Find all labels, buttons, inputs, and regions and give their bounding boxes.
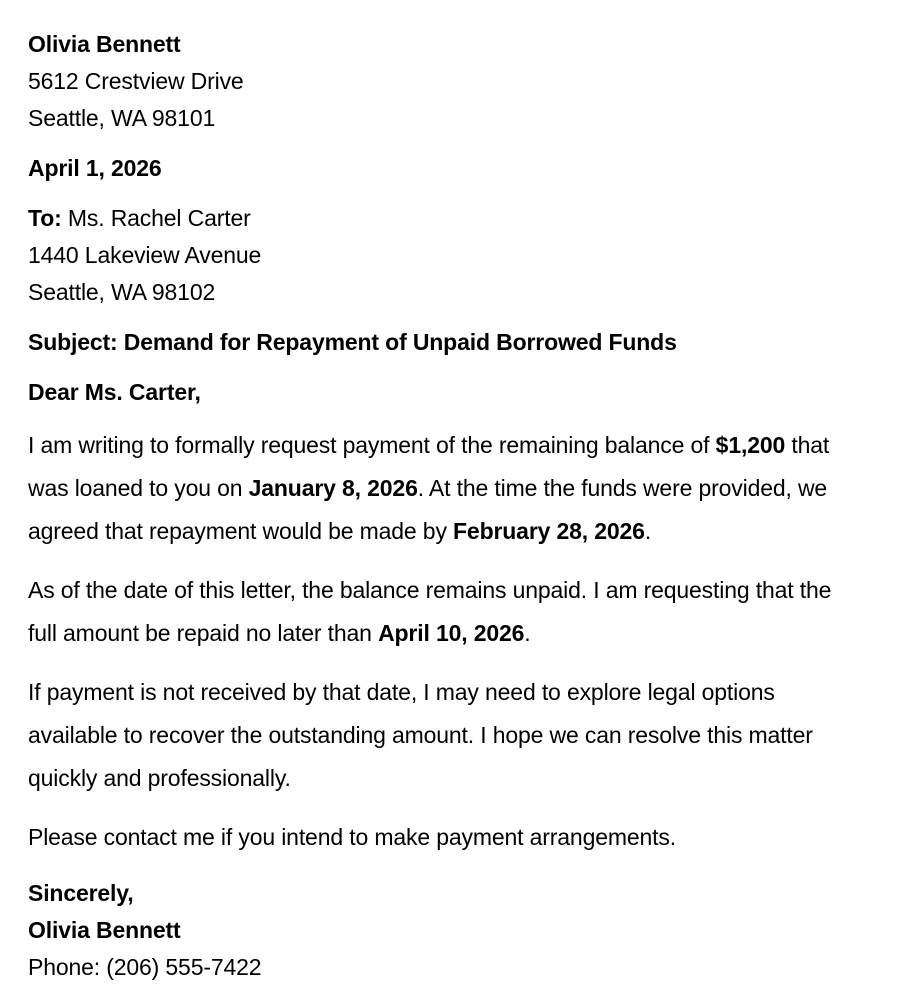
recipient-line bbox=[28, 200, 872, 237]
p1-segment-3: . At the time the funds were provided, we agreed that repayment would be made by bbox=[28, 475, 828, 544]
letter-date: April 1, 2026 bbox=[28, 155, 162, 181]
signature-block bbox=[28, 875, 872, 986]
recipient-address-block bbox=[28, 200, 872, 311]
letter-date-block bbox=[28, 150, 872, 187]
paragraph-3-text: If payment is not received by that date, I may need to explore legal options available to recover the outstanding amount. I hope we can resolve this matter quickly and professionally. bbox=[28, 679, 813, 791]
p2-segment-1: As of the date of this letter, the balance remains unpaid. I am requesting that the full amount be repaid no later than bbox=[28, 577, 832, 646]
subject-line: Subject: Demand for Repayment of Unpaid Borrowed Funds bbox=[28, 329, 677, 355]
body-paragraph-2 bbox=[28, 569, 872, 655]
paragraph-4-text: Please contact me if you intend to make payment arrangements. bbox=[28, 824, 676, 850]
repayment-deadline: April 10, 2026 bbox=[378, 620, 525, 646]
paragraph-2-text bbox=[28, 569, 858, 655]
original-due-date: February 28, 2026 bbox=[453, 518, 645, 544]
signer-phone: Phone: (206) 555-7422 bbox=[28, 954, 262, 980]
recipient-city-state-zip: Seattle, WA 98102 bbox=[28, 279, 216, 305]
salutation-block bbox=[28, 374, 872, 411]
signer-name: Olivia Bennett bbox=[28, 917, 181, 943]
sender-street: 5612 Crestview Drive bbox=[28, 68, 244, 94]
body-paragraph-3 bbox=[28, 671, 872, 800]
p1-segment-4: . bbox=[644, 518, 652, 544]
subject-block bbox=[28, 324, 872, 361]
body-paragraph-1 bbox=[28, 424, 872, 553]
recipient-street: 1440 Lakeview Avenue bbox=[28, 242, 262, 268]
body-paragraph-4 bbox=[28, 816, 872, 859]
sender-address-block bbox=[28, 26, 872, 137]
sender-city-state-zip: Seattle, WA 98101 bbox=[28, 105, 216, 131]
to-label: To: bbox=[28, 205, 62, 231]
paragraph-1-text bbox=[28, 424, 858, 553]
sender-name: Olivia Bennett bbox=[28, 31, 181, 57]
salutation: Dear Ms. Carter, bbox=[28, 379, 201, 405]
p2-segment-2: . bbox=[524, 620, 531, 646]
valediction: Sincerely, bbox=[28, 880, 134, 906]
recipient-name: Ms. Rachel Carter bbox=[67, 205, 251, 231]
p1-segment-1: I am writing to formally request payment of the remaining balance of bbox=[28, 432, 716, 458]
loan-amount: $1,200 bbox=[715, 432, 786, 458]
loan-date: January 8, 2026 bbox=[248, 475, 418, 501]
p1-segment-2: that was loaned to you on bbox=[28, 432, 830, 501]
